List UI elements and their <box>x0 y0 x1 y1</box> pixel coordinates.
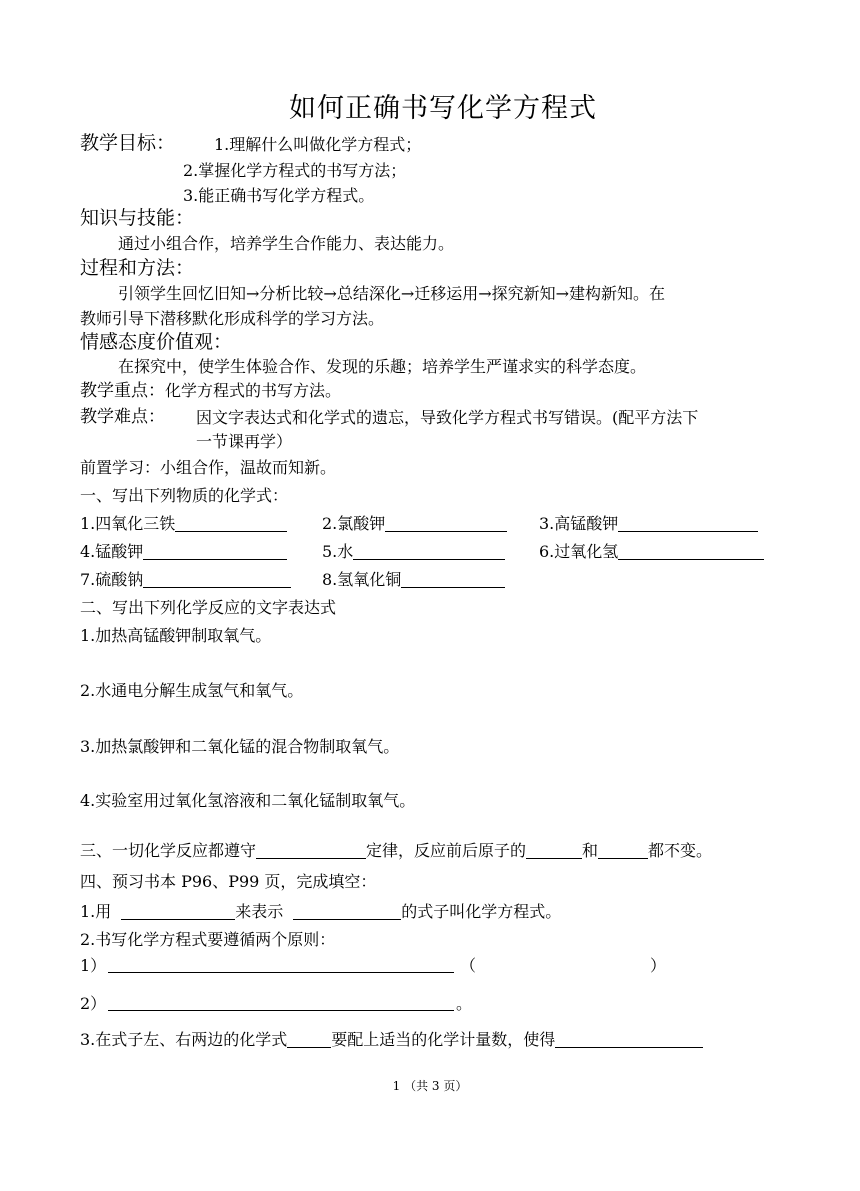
reaction-item: 3.加热氯酸钾和二氧化锰的混合物制取氧气。 <box>80 737 400 756</box>
atom-property-blank[interactable] <box>526 842 582 859</box>
reaction-item: 4.实验室用过氧化氢溶液和二氧化锰制取氧气。 <box>80 791 416 810</box>
section3-text: 和 <box>582 841 599 860</box>
q1-text: 来表示 <box>235 902 284 921</box>
process-text-line2: 教师引导下潜移默化形成科学的学习方法。 <box>80 309 385 328</box>
q1-blank-2[interactable] <box>293 903 401 920</box>
answer-blank[interactable] <box>401 571 505 588</box>
section2-heading: 二、写出下列化学反应的文字表达式 <box>80 598 337 617</box>
formula-item-label: 8.氢氧化铜 <box>322 570 402 589</box>
section4-q2: 2.书写化学方程式要遵循两个原则： <box>80 930 336 949</box>
attitude-label: 情感态度价值观： <box>80 331 233 353</box>
principle2-end: 。 <box>456 994 473 1013</box>
principle1-close-paren: ） <box>650 956 667 975</box>
q3-text: 要配上适当的化学计量数，使得 <box>331 1030 556 1049</box>
attitude-text: 在探究中，使学生体验合作、发现的乐趣；培养学生严谨求实的科学态度。 <box>118 357 647 376</box>
process-label: 过程和方法： <box>80 257 195 279</box>
answer-blank[interactable] <box>143 543 287 560</box>
formula-item-label: 2.氯酸钾 <box>322 514 386 533</box>
answer-blank[interactable] <box>175 515 287 532</box>
formula-item-label: 6.过氧化氢 <box>539 542 619 561</box>
q3-blank-2[interactable] <box>555 1031 703 1048</box>
formula-item <box>80 541 287 563</box>
law-blank[interactable] <box>256 842 366 859</box>
formula-item <box>80 513 287 535</box>
formula-item-label: 4.锰酸钾 <box>80 542 144 561</box>
reaction-item: 1.加热高锰酸钾制取氧气。 <box>80 626 272 645</box>
answer-blank[interactable] <box>385 515 507 532</box>
page-footer: 1 （共 3 页） <box>392 1079 468 1093</box>
answer-blank[interactable] <box>618 515 758 532</box>
difficulty-text-line2: 一节课再学） <box>196 432 293 451</box>
page-title: 如何正确书写化学方程式 <box>289 93 597 124</box>
answer-blank[interactable] <box>618 543 764 560</box>
section4-q3 <box>80 1029 703 1051</box>
section4-q1 <box>80 901 561 923</box>
section1-heading: 一、写出下列物质的化学式： <box>80 486 289 505</box>
keypoint-text: 化学方程式的书写方法。 <box>165 381 342 400</box>
objectives-label: 教学目标： <box>80 132 176 154</box>
section3-text: 三、一切化学反应都遵守 <box>80 841 257 860</box>
objective-item: 1.理解什么叫做化学方程式； <box>214 135 422 154</box>
answer-blank[interactable] <box>143 571 291 588</box>
formula-item <box>322 569 505 591</box>
objective-item: 3.能正确书写化学方程式。 <box>183 186 375 205</box>
q1-blank-1[interactable] <box>121 903 235 920</box>
knowledge-label: 知识与技能： <box>80 207 195 229</box>
formula-item-label: 1.四氧化三铁 <box>80 514 176 533</box>
q3-text: 3.在式子左、右两边的化学式 <box>80 1030 288 1049</box>
section3-text: 定律，反应前后原子的 <box>366 841 527 860</box>
principle2-label: 2） <box>80 994 107 1013</box>
objective-item: 2.掌握化学方程式的书写方法； <box>183 161 407 180</box>
q1-text: 1.用 <box>80 902 112 921</box>
section4-heading: 四、预习书本 P96、P99 页，完成填空： <box>80 872 377 891</box>
q1-text: 的式子叫化学方程式。 <box>401 902 562 921</box>
prestudy-text: 前置学习：小组合作，温故而知新。 <box>80 458 337 477</box>
principle1-blank[interactable] <box>108 972 454 973</box>
formula-item-label: 5.水 <box>322 542 354 561</box>
formula-item-label: 3.高锰酸钾 <box>539 514 619 533</box>
formula-item <box>322 541 505 563</box>
process-text-line1: 引领学生回忆旧知→分析比较→总结深化→迁移运用→探究新知→建构新知。在 <box>118 284 666 303</box>
formula-item <box>539 541 764 563</box>
formula-item <box>80 569 291 591</box>
principle2-blank[interactable] <box>108 1010 454 1011</box>
atom-property-blank[interactable] <box>598 842 648 859</box>
reaction-item: 2.水通电分解生成氢气和氧气。 <box>80 681 304 700</box>
answer-blank[interactable] <box>353 543 505 560</box>
formula-item-label: 7.硫酸钠 <box>80 570 144 589</box>
q3-blank-1[interactable] <box>287 1031 331 1048</box>
principle1-open-paren: （ <box>460 956 477 975</box>
keypoint-label: 教学重点： <box>80 381 165 401</box>
formula-item <box>539 513 758 535</box>
principle1-label: 1） <box>80 956 107 975</box>
section3-line <box>80 840 712 862</box>
section3-text: 都不变。 <box>648 841 713 860</box>
difficulty-label: 教学难点： <box>80 407 165 427</box>
difficulty-text-line1: 因文字表达式和化学式的遗忘，导致化学方程式书写错误。(配平方法下 <box>196 408 699 427</box>
formula-item <box>322 513 507 535</box>
knowledge-text: 通过小组合作，培养学生合作能力、表达能力。 <box>118 234 455 253</box>
